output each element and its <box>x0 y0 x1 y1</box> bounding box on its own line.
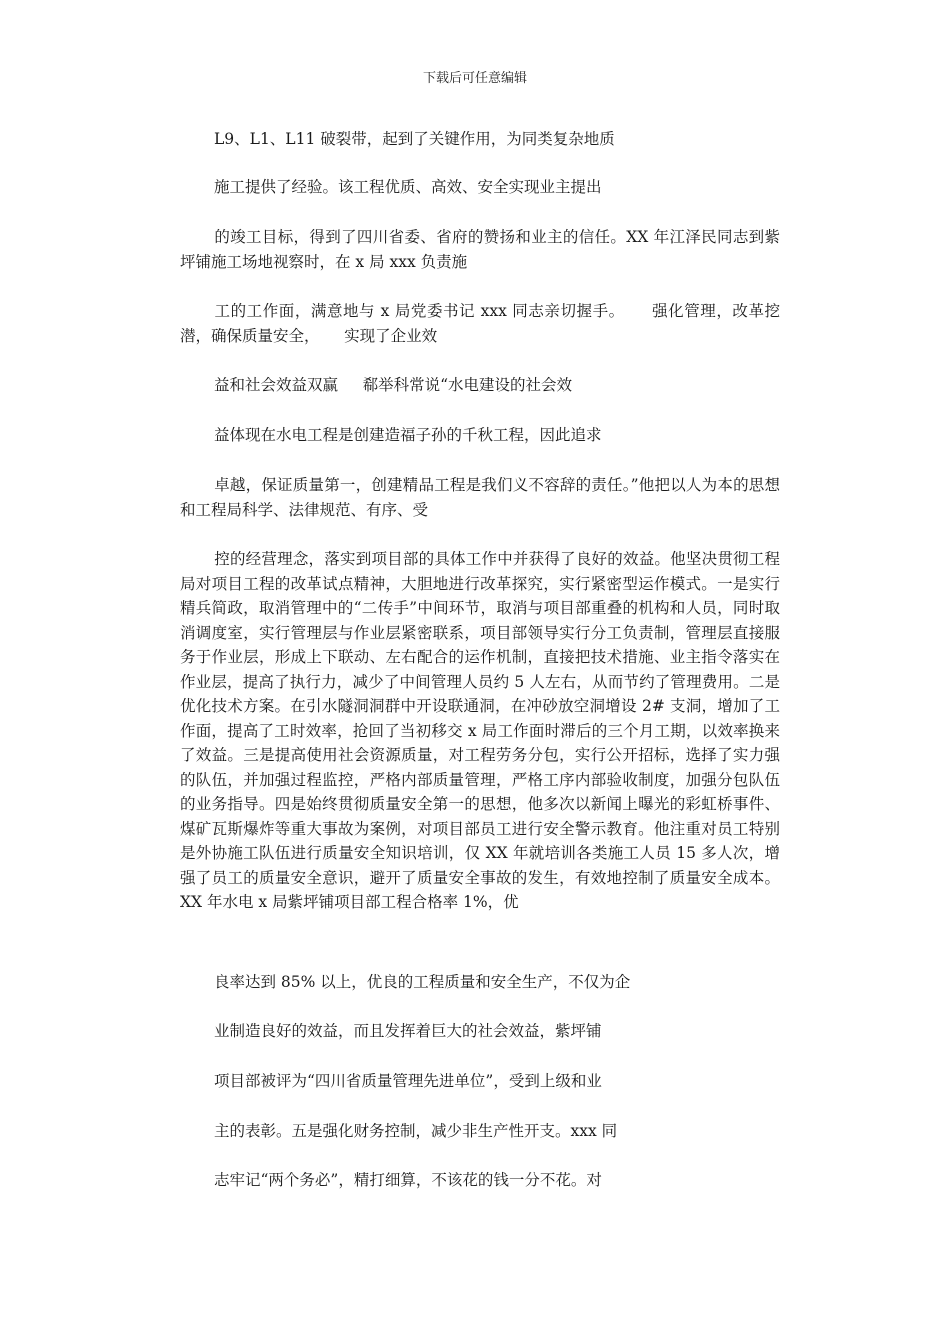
paragraph-text: 志牢记“两个务必”，精打细算，不该花的钱一分不花。对 <box>214 1171 602 1189</box>
paragraph <box>180 175 780 200</box>
paragraph-text: 工的工作面，满意地与 x 局党委书记 xxx 同志亲切握手。 强化管理，改革挖潜，确保质量安全， 实现了企业效 <box>180 302 780 345</box>
paragraph-text: 益和社会效益双赢 郗举科常说“水电建设的社会效 <box>214 376 573 394</box>
paragraph-text: 卓越，保证质量第一，创建精品工程是我们义不容辞的责任。”他把以人为本的思想和工程局科学、法律规范、有序、受 <box>180 476 780 519</box>
paragraph-text: 良率达到 85% 以上，优良的工程质量和安全生产，不仅为企 <box>214 973 631 991</box>
paragraph <box>180 473 780 522</box>
paragraph <box>180 1119 780 1144</box>
page-header: 下载后可任意编辑 <box>422 71 527 86</box>
paragraph <box>180 225 780 274</box>
paragraph-text: 主的表彰。五是强化财务控制，减少非生产性开支。xxx 同 <box>214 1122 618 1140</box>
paragraph <box>180 1069 780 1094</box>
paragraph <box>180 299 780 348</box>
paragraph-text: 控的经营理念，落实到项目部的具体工作中并获得了良好的效益。他坚决贯彻工程局对项目工程的改革试点精神，大胆地进行改革探究，实行紧密型运作模式。一是实行精兵简政，取消管理中的“二传手”中间环节，取消与项目部重叠的机构和人员，同时取消调度室，实行管理层与作业层紧密联系，项目部领导实行分工负责制，管理层直接服务于作业层，形成上下联动、左右配合的运作机制，直接把技术措施、业主指令落实在作业层，提高了执行力，减少了中间管理人员约 5 人左右，从而节约了管理费用。二是优化技术方案。在引水隧洞洞群中开设联通洞，在冲砂放空洞增设 2# 支洞，增加了工作面，提高了工时效率，抢回了当初移交 x 局工作面时滞后的三个月工期，以效率换来了效益。三是提高使用社会资源质量，对工程劳务分包，实行公开招标，选择了实力强的队伍，并加强过程监控，严格内部质量管理，严格工序内部验收制度，加强分包队伍的业务指导。四是始终贯彻质量安全第一的思想，他多次以新闻上曝光的彩虹桥事件、煤矿瓦斯爆炸等重大事故为案例，对项目部员工进行安全警示教育。他注重对员工特别是外协施工队伍进行质量安全知识培训，仅 XX 年就培训各类施工人员 15 多人次，增强了员工的质量安全意识，避开了质量安全事故的发生，有效地控制了质量安全成本。XX 年水电 x 局紫坪铺项目部工程合格率 1%，优 <box>180 550 780 911</box>
paragraph <box>180 373 780 398</box>
paragraph-text: 业制造良好的效益，而且发挥着巨大的社会效益，紫坪铺 <box>214 1022 602 1040</box>
paragraph-text: 益体现在水电工程是创建造福子孙的千秋工程，因此追求 <box>214 426 602 444</box>
paragraph-text: 项目部被评为“四川省质量管理先进单位”，受到上级和业 <box>214 1072 602 1090</box>
paragraph <box>180 970 780 995</box>
paragraph <box>180 547 780 915</box>
paragraph <box>180 1168 780 1193</box>
paragraph-text: 施工提供了经验。该工程优质、高效、安全实现业主提出 <box>214 178 602 196</box>
paragraph <box>180 127 780 152</box>
paragraph <box>180 1019 780 1044</box>
paragraph-text: 的竣工目标，得到了四川省委、省府的赞扬和业主的信任。XX 年江泽民同志到紫坪铺施工场地视察时，在 x 局 xxx 负责施 <box>180 228 780 271</box>
paragraph-text: L9、L1、L11 破裂带，起到了关键作用，为同类复杂地质 <box>214 130 615 148</box>
paragraph <box>180 423 780 448</box>
